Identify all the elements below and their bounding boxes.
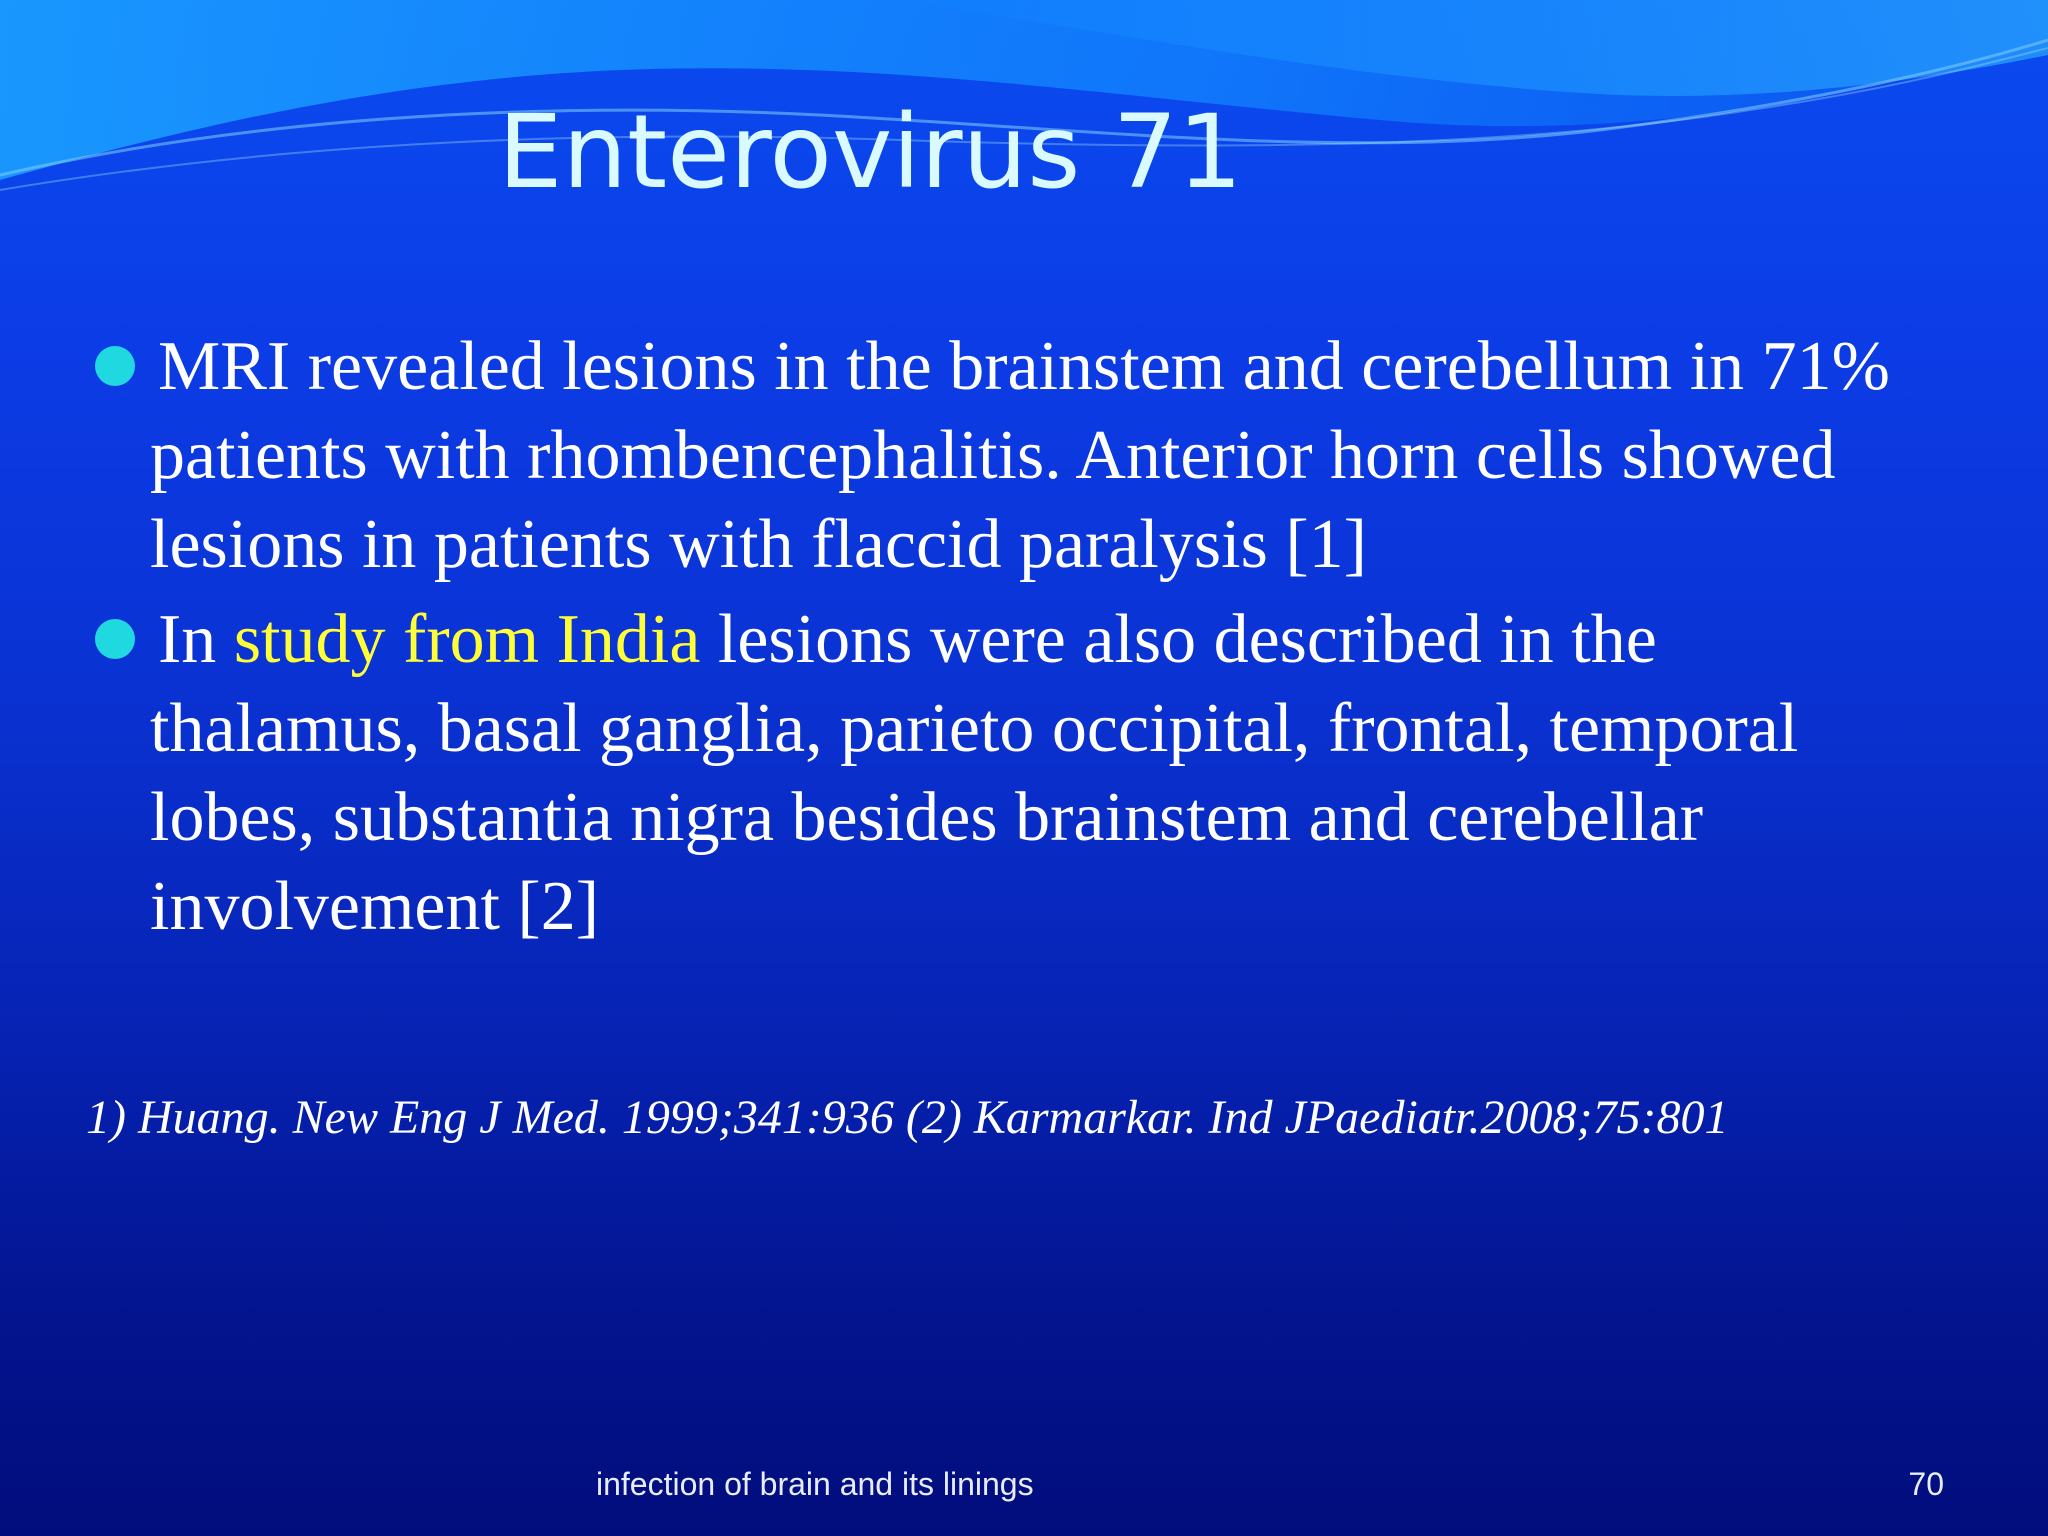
bullet-item — [150, 595, 1930, 951]
slide-footer: infection of brain and its linings — [596, 1466, 1034, 1502]
bullet-list — [150, 322, 1930, 957]
bullet-item — [150, 322, 1930, 589]
bullet-text: revealed lesions in the brainstem and cerebellum in 71% patients with rhombencephalitis. Anterior horn cells showed lesions in patients with flaccid paralysis [1] — [150, 328, 1890, 583]
bullet-dot-icon — [95, 346, 135, 386]
slide-title: Enterovirus 71 — [498, 93, 1243, 212]
bullet-first-word: In — [158, 601, 217, 678]
bullet-first-word: MRI — [158, 328, 291, 405]
bullet-dot-icon — [95, 619, 135, 659]
reference-citation: 1) Huang. New Eng J Med. 1999;341:936 (2) Karmarkar. Ind JPaediatr.2008;75:801 — [86, 1091, 1729, 1144]
highlighted-phrase: study from India — [233, 601, 701, 678]
bullet-text: lesions were also described in the thalamus, basal ganglia, parieto occipital, frontal, temporal lobes, substantia nigra besides brainstem and cerebellar involvement [2] — [150, 601, 1799, 945]
slide-page-number: 70 — [1908, 1466, 1944, 1502]
